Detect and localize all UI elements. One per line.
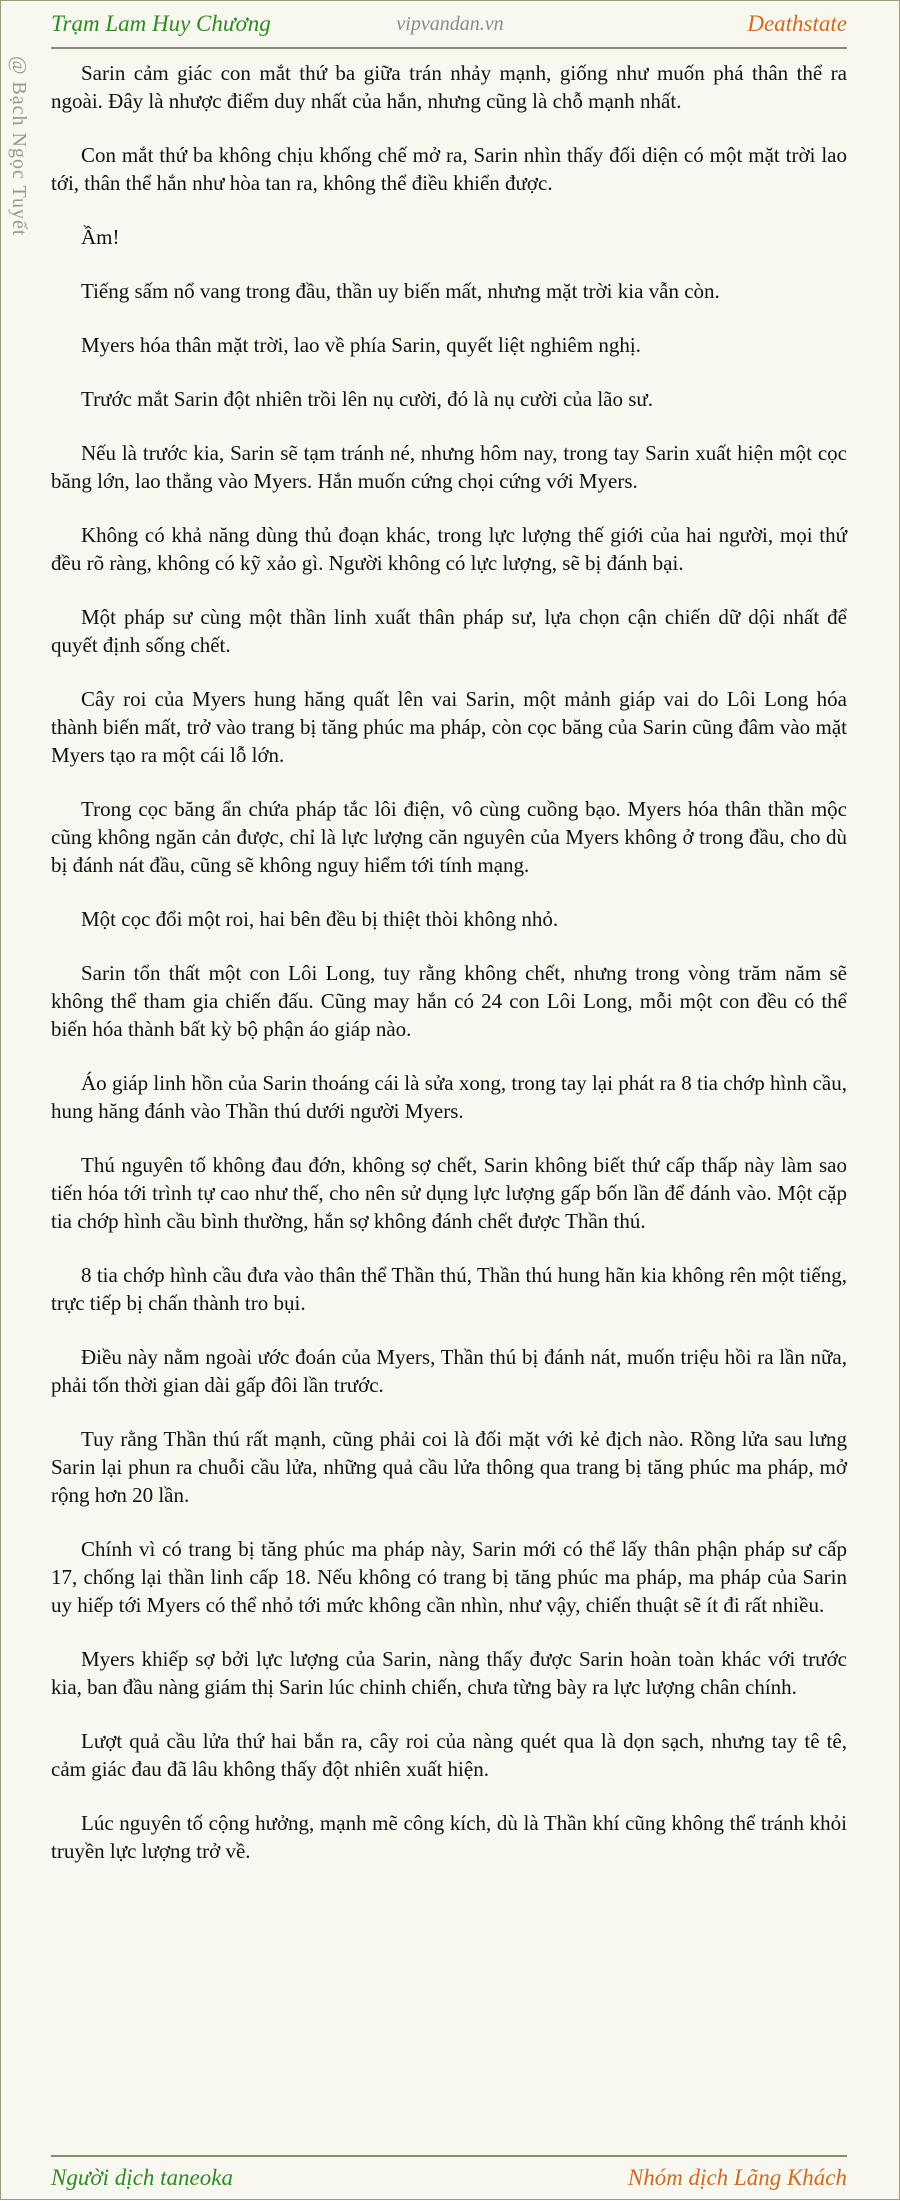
side-credit: @ Bạch Ngọc Tuyết xyxy=(8,56,30,237)
page-header xyxy=(1,1,899,47)
paragraph: Trước mắt Sarin đột nhiên trồi lên nụ cười, đó là nụ cười của lão sư. xyxy=(81,387,654,411)
paragraph: Trong cọc băng ẩn chứa pháp tắc lôi điện, vô cùng cuồng bạo. Myers hóa thân thần mộc cũng không ngăn cản được, chỉ là lực lượng căn nguyên của Myers không ở trong đầu, cho dù bị đánh nát đầu, cũng sẽ không nguy hiểm tới tính mạng. xyxy=(51,797,847,877)
paragraph: Sarin cảm giác con mắt thứ ba giữa trán nhảy mạnh, giống như muốn phá thân thể ra ngoài. Đây là nhược điểm duy nhất của hắn, nhưng cũng là chỗ mạnh nhất. xyxy=(51,61,847,113)
paragraph: Một cọc đổi một roi, hai bên đều bị thiệt thòi không nhỏ. xyxy=(81,907,559,931)
paragraph: Con mắt thứ ba không chịu khống chế mở ra, Sarin nhìn thấy đối diện có một mặt trời lao tới, thân thể hắn như hòa tan ra, không thể điều khiển được. xyxy=(51,143,847,195)
paragraph: Không có khả năng dùng thủ đoạn khác, trong lực lượng thế giới của hai người, mọi thứ đều rõ ràng, không có kỹ xảo gì. Người không có lực lượng, sẽ bị đánh bại. xyxy=(51,523,847,575)
footer-divider xyxy=(51,2155,847,2157)
paragraph: Cây roi của Myers hung hăng quất lên vai Sarin, một mảnh giáp vai do Lôi Long hóa thành biến mất, trở vào trang bị tăng phúc ma pháp, còn cọc băng của Sarin cũng đâm vào mặt Myers tạo ra một cái lỗ lớn. xyxy=(51,687,847,767)
header-divider xyxy=(51,47,847,49)
paragraph: Ầm! xyxy=(81,225,120,249)
header-website[interactable]: vipvandan.vn xyxy=(396,13,504,35)
header-site-title: Trạm Lam Huy Chương xyxy=(51,11,271,36)
header-book-title: Deathstate xyxy=(747,11,847,36)
paragraph: Myers hóa thân mặt trời, lao về phía Sarin, quyết liệt nghiêm nghị. xyxy=(81,333,641,357)
footer-group: Nhóm dịch Lãng Khách xyxy=(627,2165,847,2190)
paragraph: Lúc nguyên tố cộng hưởng, mạnh mẽ công kích, dù là Thần khí cũng không thể tránh khỏi truyền lực lượng trở về. xyxy=(51,1811,847,1863)
paragraph: Áo giáp linh hồn của Sarin thoáng cái là sửa xong, trong tay lại phát ra 8 tia chớp hình cầu, hung hăng đánh vào Thần thú dưới người Myers. xyxy=(51,1071,847,1123)
footer-translator: Người dịch taneoka xyxy=(51,2165,233,2190)
paragraph: Thú nguyên tố không đau đớn, không sợ chết, Sarin không biết thứ cấp thấp này làm sao tiến hóa tới trình tự cao như thế, cho nên sử dụng lực lượng gấp bốn lần để đánh vào. Một cặp tia chớp hình cầu bình thường, hắn sợ không đánh chết được Thần thú. xyxy=(51,1153,847,1233)
paragraph: Tiếng sấm nổ vang trong đầu, thần uy biến mất, nhưng mặt trời kia vẫn còn. xyxy=(81,279,720,303)
paragraph: Nếu là trước kia, Sarin sẽ tạm tránh né, nhưng hôm nay, trong tay Sarin xuất hiện một cọc băng lớn, lao thẳng vào Myers. Hắn muốn cứng chọi cứng với Myers. xyxy=(51,441,847,493)
paragraph: 8 tia chớp hình cầu đưa vào thân thể Thần thú, Thần thú hung hãn kia không rên một tiếng, trực tiếp bị chấn thành tro bụi. xyxy=(51,1263,847,1315)
paragraph: Tuy rằng Thần thú rất mạnh, cũng phải coi là đối mặt với kẻ địch nào. Rồng lửa sau lưng Sarin lại phun ra chuỗi cầu lửa, những quả cầu lửa thông qua trang bị tăng phúc ma pháp, mở rộng hơn 20 lần. xyxy=(51,1427,847,1507)
page-footer xyxy=(1,2161,899,2201)
paragraph: Lượt quả cầu lửa thứ hai bắn ra, cây roi của nàng quét qua là dọn sạch, nhưng tay tê tê, cảm giác đau đã lâu không thấy đột nhiên xuất hiện. xyxy=(51,1729,847,1781)
paragraph: Một pháp sư cùng một thần linh xuất thân pháp sư, lựa chọn cận chiến dữ dội nhất để quyết định sống chết. xyxy=(51,605,847,657)
chapter-body xyxy=(51,59,847,1891)
paragraph: Sarin tổn thất một con Lôi Long, tuy rằng không chết, nhưng trong vòng trăm năm sẽ không thể tham gia chiến đấu. Cũng may hắn có 24 con Lôi Long, mỗi một con đều có thể biến hóa thành bất kỳ bộ phận áo giáp nào. xyxy=(51,961,847,1041)
paragraph: Chính vì có trang bị tăng phúc ma pháp này, Sarin mới có thể lấy thân phận pháp sư cấp 17, chống lại thần linh cấp 18. Nếu không có trang bị tăng phúc ma pháp, ma pháp của Sarin uy hiếp tới Myers có thể nhỏ tới mức không cần nhìn, như vậy, chiến thuật sẽ ít đi rất nhiều. xyxy=(51,1537,847,1617)
paragraph: Điều này nằm ngoài ước đoán của Myers, Thần thú bị đánh nát, muốn triệu hồi ra lần nữa, phải tốn thời gian dài gấp đôi lần trước. xyxy=(51,1345,847,1397)
paragraph: Myers khiếp sợ bởi lực lượng của Sarin, nàng thấy được Sarin hoàn toàn khác với trước kia, ban đầu nàng giám thị Sarin lúc chinh chiến, chưa từng bày ra lực lượng chân chính. xyxy=(51,1647,847,1699)
